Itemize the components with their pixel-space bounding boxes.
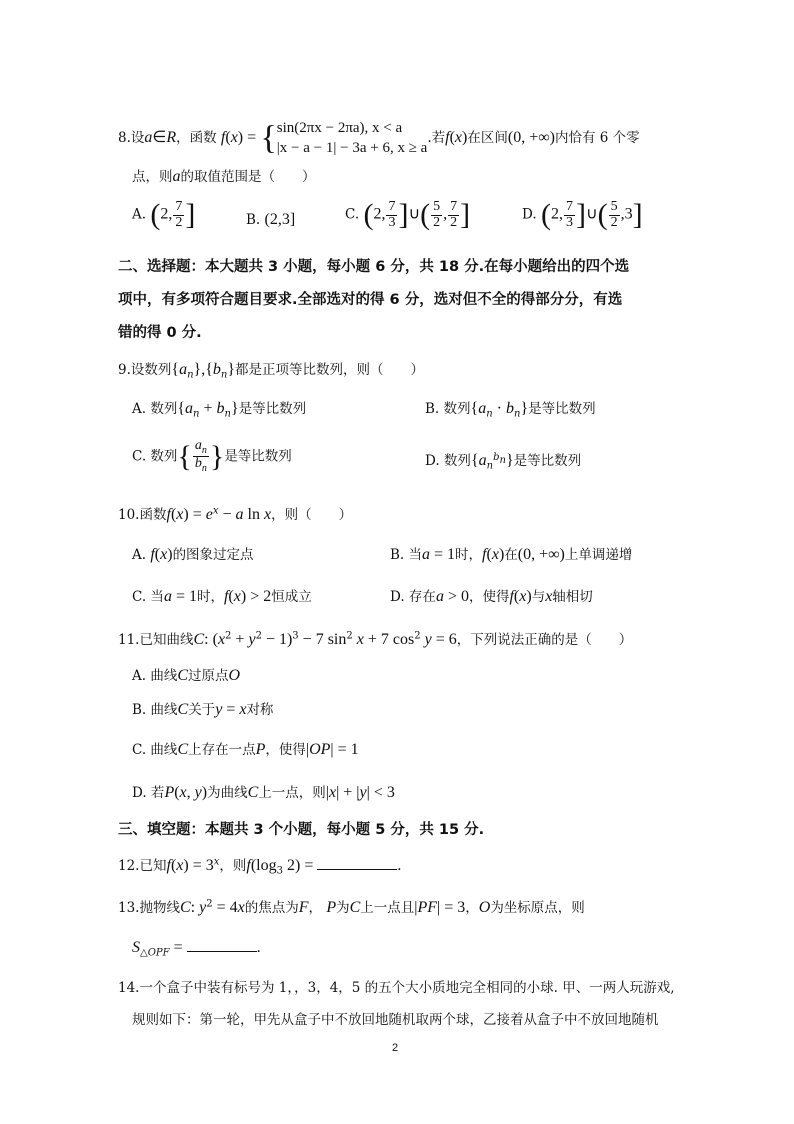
q9-option-c: C. 数列{ $\frac{a_n}{b_n}$ }是等比数列 bbox=[132, 438, 292, 475]
q11-option-c: C. 曲线C上存在一点P，使得|OP| = 1 bbox=[132, 741, 359, 758]
q10-option-b: B. 当a = 1时，f(x)在(0, +∞)上单调递增 bbox=[390, 546, 633, 563]
q14-line2: 规则如下：第一轮，甲先从盒子中不放回地随机取两个球，乙接着从盒子中不放回地随机 bbox=[132, 1012, 659, 1028]
q8-piecewise: sin(2πx − 2πa), x < a |x − a − 1| − 3a + 6, x ≥ a bbox=[276, 120, 428, 157]
q12-stem: 12.已知$f(x) = 3^x$，则$f(\log_3$ 2) = . bbox=[118, 856, 402, 877]
q9-option-a: A. 数列$\{a_n + b_n\}$是等比数列 bbox=[132, 400, 307, 420]
q10-option-d: D. 存在a > 0，使得f(x)与x轴相切 bbox=[390, 588, 593, 605]
q8-option-a: A. (2, $\frac{7}{2}$ ] bbox=[132, 198, 196, 232]
section2-line2: 项中，有多项符合题目要求.全部选对的得 6 分，选对但不全的得部分分，有选 bbox=[118, 292, 623, 308]
q14-line1: 14.一个盒子中装有标号为 1，，3，4，5 的五个大小质地完全相同的小球. 甲、一两人玩游戏, bbox=[118, 980, 675, 996]
q9-option-b: B. 数列$\{a_n \cdot b_n\}$是等比数列 bbox=[425, 400, 596, 420]
q11-option-b: B. 曲线C关于y = x对称 bbox=[132, 701, 274, 718]
q9-stem: 9.设数列$\{a_n\},\{b_n\}$都是正项等比数列，则（ ） bbox=[118, 361, 425, 381]
q13-answer-blank[interactable] bbox=[187, 951, 257, 952]
section2-line1: 二、选择题：本大题共 3 小题，每小题 6 分，共 18 分.在每小题给出的四个选 bbox=[118, 259, 630, 275]
q10-stem: 10.函数$f(x) = e^x - a$ ln x，则（ ） bbox=[118, 505, 353, 523]
q8-text: ，函数 bbox=[176, 129, 217, 146]
q8-option-d: D. (2, $\frac{7}{3}$ ]∪( $\frac{5}{2}$ ,3] bbox=[522, 198, 643, 232]
q8-option-b: B. (2,3] bbox=[246, 211, 296, 228]
q8-line1: 8.设a∈R，函数 f(x) = { sin(2πx − 2πa), x < a |x − a − 1| − 3a + 6, x ≥ a .若f(x)在区间(0, +∞)内恰有 6 个零 bbox=[118, 118, 640, 159]
page-number: 2 bbox=[392, 1042, 399, 1054]
q10-option-c: C. 当a = 1时，f(x) > 2恒成立 bbox=[132, 588, 312, 605]
q11-option-d: D. 若P(x, y)为曲线C上一点，则|x| + |y| < 3 bbox=[132, 784, 395, 801]
q9-option-d: D. 数列$\{a_n^{b_n}\}$是等比数列 bbox=[425, 451, 582, 472]
section2-line3: 错的得 0 分. bbox=[118, 325, 202, 341]
q8-option-c: C. (2, $\frac{7}{3}$ ]∪( $\frac{5}{2}$ , $\frac{7}{2}$ ] bbox=[345, 198, 471, 232]
q11-option-a: A. 曲线C过原点O bbox=[132, 667, 241, 684]
q8-line2: 点，则a的取值范围是（ ） bbox=[132, 168, 316, 185]
q13-stem: 13.抛物线C: $y^2 = 4x$的焦点为F， P为C上一点且|PF| = 3，O为坐标原点，则 bbox=[118, 898, 585, 916]
q11-stem: 11.已知曲线C: $(x^2 + y^2 - 1)^3 - 7$ $\sin^2 x + 7$ $\cos^2 y = 6$，下列说法正确的是（ ） bbox=[118, 630, 633, 648]
q8-prefix: 8.设 bbox=[118, 129, 145, 146]
q12-answer-blank[interactable] bbox=[317, 869, 397, 870]
q10-option-a: A. f(x)的图象过定点 bbox=[132, 546, 254, 563]
q13-answer-line: $S_{\triangle OPF}$ = . bbox=[132, 939, 261, 959]
section3-title: 三、填空题：本题共 3 个小题，每小题 5 分，共 15 分. bbox=[118, 822, 485, 838]
